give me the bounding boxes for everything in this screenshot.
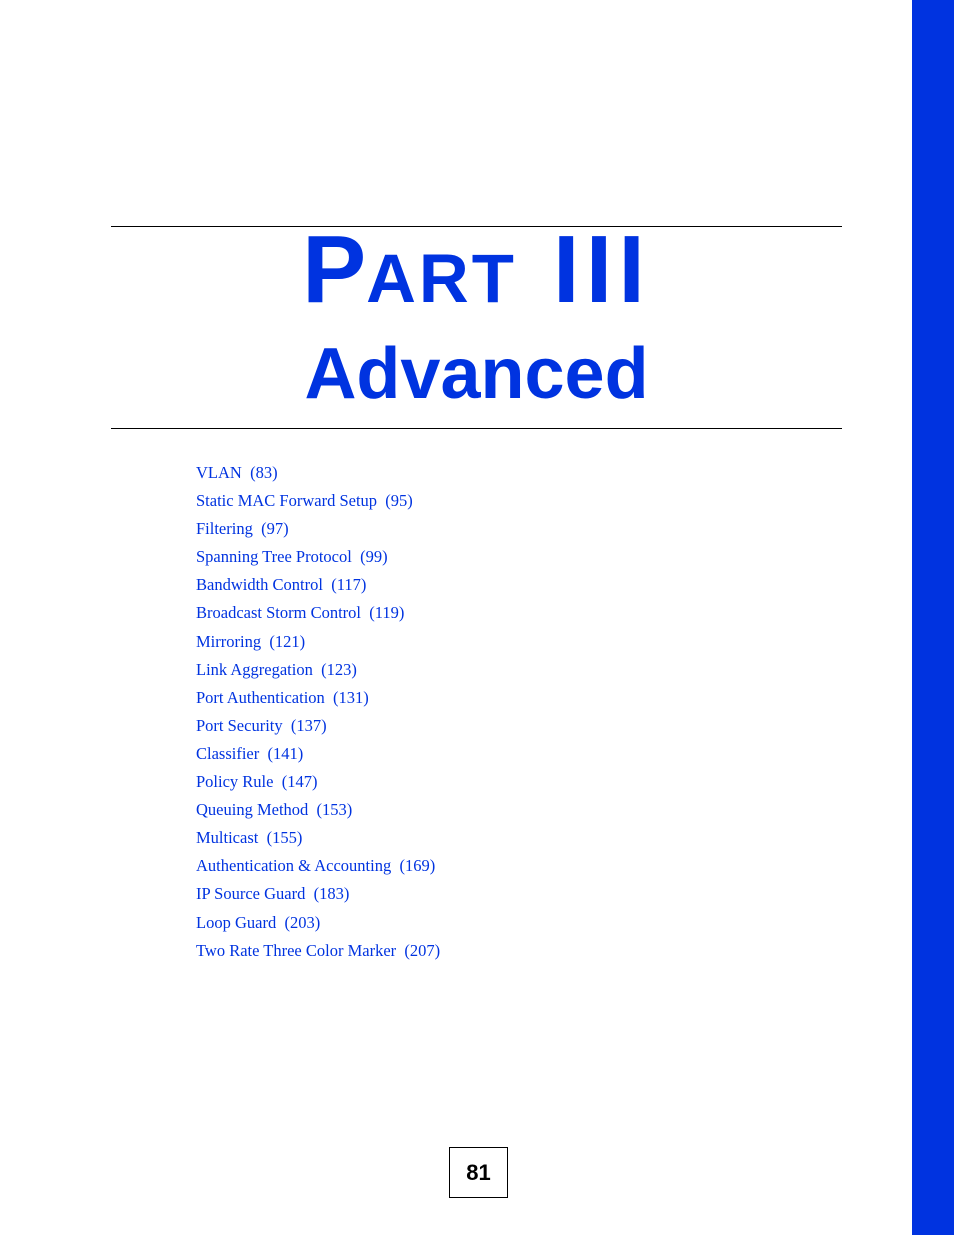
toc-link[interactable]: [196, 515, 440, 543]
toc-link-title: VLAN: [196, 463, 242, 482]
toc-link-title: Port Security: [196, 715, 283, 735]
page-number: 81: [449, 1147, 508, 1198]
toc-link[interactable]: [196, 628, 440, 656]
toc-link-page: (123): [321, 659, 357, 679]
toc-link[interactable]: [196, 543, 440, 571]
toc-link-page: (153): [316, 800, 353, 820]
toc-link-title: Multicast: [196, 828, 259, 848]
toc-link-page: (117): [331, 575, 367, 595]
toc-link-page: (207): [404, 940, 441, 960]
toc-link[interactable]: [196, 852, 440, 880]
toc-link[interactable]: [196, 909, 440, 937]
toc-link-title: Bandwidth Control: [196, 575, 323, 595]
table-of-contents: [196, 459, 440, 965]
toc-link-page: (119): [369, 603, 405, 623]
toc-link-page: (83): [250, 463, 278, 482]
toc-link-title: Loop Guard: [196, 912, 277, 932]
toc-link-title: Authentication & Accounting: [196, 856, 392, 876]
toc-link-title: Broadcast Storm Control: [196, 603, 361, 623]
toc-link[interactable]: [196, 571, 440, 599]
toc-link-title: Filtering: [196, 519, 253, 539]
toc-link[interactable]: [196, 599, 440, 627]
part-heading: [111, 216, 842, 323]
toc-link[interactable]: [196, 459, 440, 487]
toc-link-page: (147): [281, 772, 318, 792]
toc-link-page: (155): [266, 828, 303, 848]
toc-link-page: (141): [267, 743, 304, 763]
toc-link-page: (99): [360, 547, 388, 567]
toc-link[interactable]: [196, 740, 440, 768]
toc-link-title: Mirroring: [196, 631, 262, 651]
toc-link-page: (121): [269, 631, 306, 651]
toc-link[interactable]: [196, 487, 440, 515]
toc-link-page: (137): [290, 715, 327, 735]
toc-link-page: (183): [313, 884, 350, 904]
toc-link[interactable]: [196, 880, 440, 908]
toc-link-title: Port Authentication: [196, 687, 325, 707]
toc-link-page: (169): [399, 856, 436, 876]
toc-link-title: Two Rate Three Color Marker: [196, 940, 397, 960]
part-word-rest: ART: [366, 240, 517, 317]
toc-link-title: Policy Rule: [196, 772, 274, 792]
toc-link-title: Static MAC Forward Setup: [196, 491, 378, 511]
toc-link-title: Link Aggregation: [196, 659, 313, 679]
toc-link[interactable]: [196, 796, 440, 824]
toc-link[interactable]: [196, 656, 440, 684]
toc-link-page: (97): [261, 519, 289, 539]
toc-link[interactable]: [196, 937, 440, 965]
toc-link[interactable]: [196, 768, 440, 796]
toc-link[interactable]: [196, 684, 440, 712]
toc-link-title: Classifier: [196, 743, 260, 763]
toc-link-title: Spanning Tree Protocol: [196, 547, 352, 567]
toc-link[interactable]: [196, 712, 440, 740]
toc-link-page: (95): [385, 491, 413, 511]
toc-link[interactable]: [196, 824, 440, 852]
toc-link-page: (131): [333, 687, 369, 707]
part-numeral: III: [552, 216, 651, 323]
toc-link-page: (203): [284, 912, 321, 932]
bottom-rule: [111, 428, 842, 429]
toc-link-title: IP Source Guard: [196, 884, 306, 904]
toc-link-title: Queuing Method: [196, 800, 309, 820]
part-title: Advanced: [304, 334, 649, 414]
part-word-initial: P: [302, 216, 367, 323]
side-color-bar: [912, 0, 954, 1235]
